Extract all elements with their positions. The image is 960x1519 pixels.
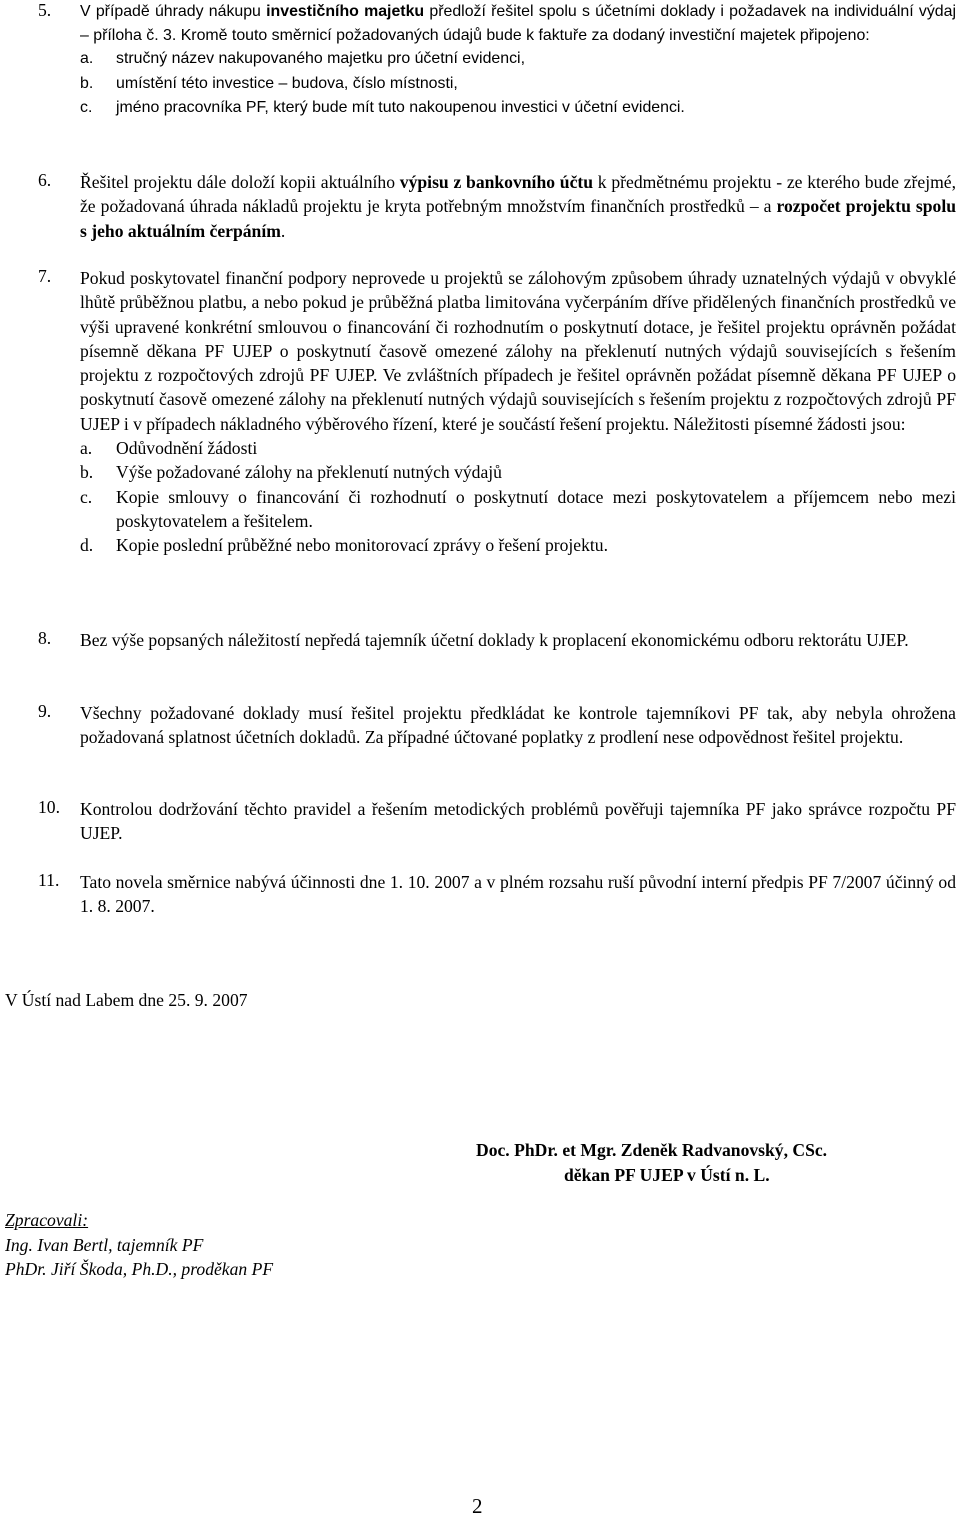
item-text [80, 0, 956, 47]
prepared-by [5, 1208, 273, 1282]
subitem-letter: c. [80, 486, 93, 507]
subitem-b [80, 460, 956, 484]
item-text: Všechny požadované doklady musí řešitel projektu předkládat ke kontrole tajemníkovi PF tak, aby nebyla ohrožena požadovaná splatnost účetních dokladů. Za případné účtované poplatky z prodlení nese odpovědnost řešitel projektu. [80, 703, 956, 748]
list-item-8 [38, 628, 956, 652]
item-number: 7. [38, 266, 52, 286]
subitem-letter: a. [80, 438, 93, 459]
text-run: V případě úhrady nákupu [80, 3, 267, 20]
item-text: Tato novela směrnice nabývá účinnosti dne 1. 10. 2007 a v plném rozsahu ruší původní interní předpis PF 7/2007 účinný od 1. 8. 2007. [80, 872, 956, 917]
subitem-a [80, 47, 956, 72]
item-number: 5. [38, 0, 52, 20]
subitem-letter: a. [80, 50, 94, 67]
subitem-text: stručný název nakupovaného majetku pro účetní evidenci, [116, 50, 525, 67]
item-number: 11. [38, 870, 60, 890]
text-run: Řešitel projektu dále doloží kopii aktuálního [80, 172, 400, 192]
preparer-2: PhDr. Jiří Škoda, Ph.D., proděkan PF [5, 1259, 274, 1279]
item-body [80, 0, 956, 121]
item-number: 8. [38, 628, 52, 648]
text-run: předloží řešitel spolu s účetními doklady i požadavek na individuální výdaj – příloha č. 3. Kromě touto směrnicí požadovaných údajů bude k faktuře za dodaný investiční majetek připojeno: [80, 3, 957, 44]
item-text: Kontrolou dodržování těchto pravidel a řešením metodických problémů pověřuji tajemníka PF jako správce rozpočtu PF UJEP. [80, 799, 956, 844]
item-text: Pokud poskytovatel finanční podpory neprovede u projektů se zálohovým způsobem úhrady uznatelných výdajů v obvyklé lhůtě průběžnou platbu, a nebo pokud je průběžná platba limitována vyčerpáním dříve přidělených finančních prostředků ve výši upravené konkrétní smlouvou o financování či rozhodnutím o poskytnutí dotace, je řešitel projektu oprávněn požádat písemně děkana PF UJEP o poskytnutí časově omezené zálohy na překlenutí nutných výdajů souvisejících s řešením projektu z rozpočtových zdrojů PF UJEP. Ve zvláštních případech je řešitel oprávněn požádat písemně děkana PF UJEP o poskytnutí časově omezené zálohy na překlenutí nutných výdajů souvisejících s řešením projektu z rozpočtových zdrojů PF UJEP i v případech nákladného výběrového řízení, které je součástí řešení projektu. Náležitosti písemné žádosti jsou: [80, 268, 956, 434]
subitem-text: umístění této investice – budova, číslo místnosti, [116, 74, 458, 92]
subitem-a [80, 436, 956, 460]
text-run: . [280, 220, 286, 241]
bold-run: rozpočet projektu spolu s jeho aktuálním čerpáním [80, 196, 956, 241]
subitem-text: Odůvodnění žádosti [116, 438, 258, 459]
signatory-title: děkan PF UJEP v Ústí n. L. [564, 1164, 770, 1185]
subitem-text: Kopie smlouvy o financování či rozhodnutí o poskytnutí dotace mezi poskytovatelem a příjemcem nebo mezi poskytovatelem a řešitelem. [116, 486, 956, 531]
page-number: 2 [472, 1494, 483, 1518]
list-item-6 [38, 170, 956, 243]
list-item-5 [38, 0, 956, 121]
text-run: k předmětnému projektu - ze kterého bude zřejmé, že požadovaná úhrada nákladů projektu je kryta potřebným množstvím finančních prostředků – a [80, 172, 956, 217]
sublist [80, 436, 956, 557]
item-text [80, 170, 956, 243]
signatory-name: Doc. PhDr. et Mgr. Zdeněk Radvanovský, CSc. [476, 1140, 828, 1160]
list-item-11 [38, 870, 956, 919]
item-body [80, 266, 956, 558]
list-item-7 [38, 266, 956, 558]
subitem-letter: b. [80, 74, 94, 92]
subitem-c [80, 96, 956, 121]
subitem-text: jméno pracovníka PF, který bude mít tuto nakoupenou investici v účetní evidenci. [116, 99, 685, 116]
subitem-d [80, 533, 956, 557]
item-number: 9. [38, 701, 52, 721]
place-date: V Ústí nad Labem dne 25. 9. 2007 [5, 990, 248, 1010]
list-item-10 [38, 797, 956, 846]
subitem-c [80, 485, 956, 534]
preparer-1: Ing. Ivan Bertl, tajemník PF [5, 1234, 204, 1255]
list-item-9 [38, 701, 956, 750]
item-text: Bez výše popsaných náležitostí nepředá tajemník účetní doklady k proplacení ekonomickému odboru rektorátu UJEP. [80, 630, 909, 650]
sublist [80, 47, 956, 121]
subitem-text: Kopie poslední průběžné nebo monitorovací zprávy o řešení projektu. [116, 535, 608, 556]
bold-run: výpisu z bankovního účtu [399, 172, 594, 192]
item-number: 10. [38, 797, 60, 817]
item-number: 6. [38, 170, 52, 190]
subitem-letter: c. [80, 99, 93, 116]
bold-run: investičního majetku [266, 3, 425, 20]
subitem-letter: b. [80, 462, 94, 483]
subitem-letter: d. [80, 535, 94, 556]
subitem-b [80, 72, 956, 97]
signature-block [476, 1138, 906, 1187]
prepared-by-label: Zpracovali: [5, 1210, 89, 1230]
subitem-text: Výše požadované zálohy na překlenutí nutných výdajů [116, 462, 502, 483]
